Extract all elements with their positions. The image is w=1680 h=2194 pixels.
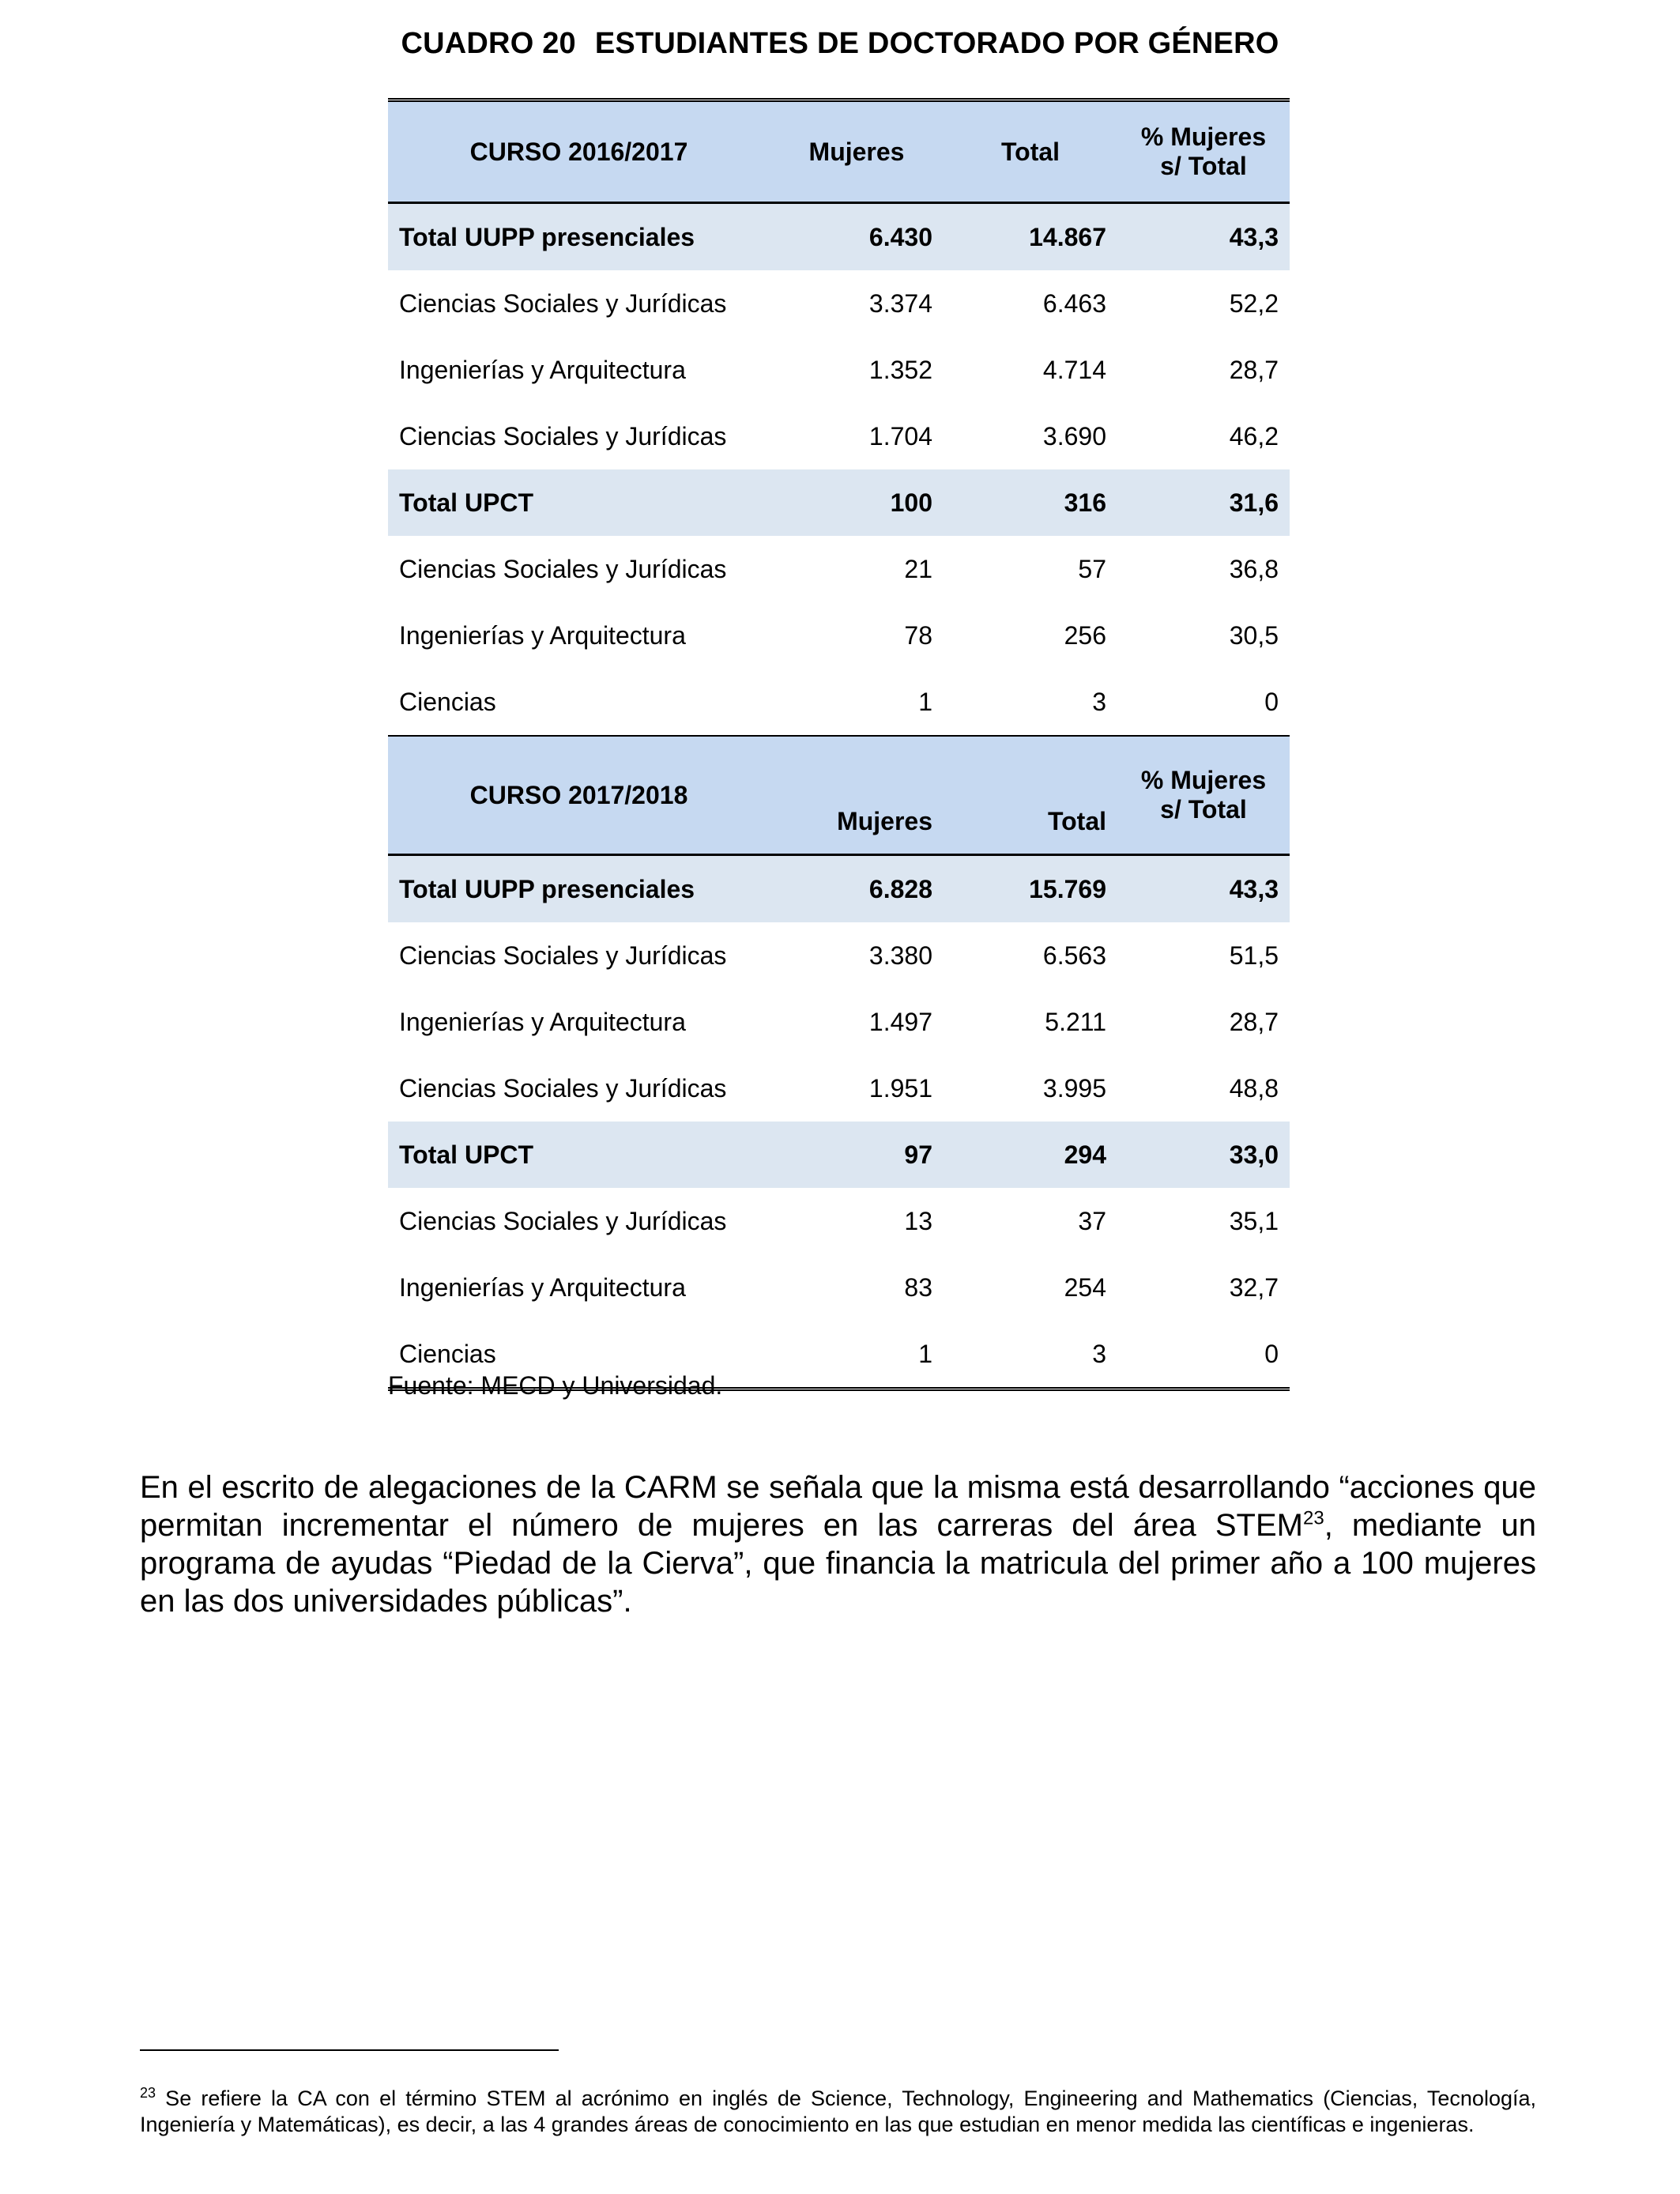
- cell-total: 4.714: [1042, 355, 1106, 384]
- cell-total: 316: [944, 469, 1117, 536]
- cell-total: 294: [944, 1122, 1117, 1188]
- paragraph-text-continued: , mediante un programa de ayudas “Piedad de la Cierva”, que financia la matricula del primer año a 100 mujeres en las dos universidades públicas”.: [140, 1508, 1537, 1619]
- table-source: Fuente: MECD y Universidad.: [388, 1371, 723, 1400]
- table-total-row: [388, 1122, 1290, 1188]
- table-row: [388, 1188, 1290, 1254]
- header-pct: % Mujeres s/ Total: [1117, 736, 1290, 855]
- row-label: Ciencias Sociales y Jurídicas: [399, 554, 727, 583]
- row-label: Ciencias Sociales y Jurídicas: [399, 1206, 727, 1235]
- cell-pct: 51,5: [1229, 941, 1279, 970]
- cell-pct: 36,8: [1229, 554, 1279, 583]
- table-row: [388, 922, 1290, 989]
- cell-total: 57: [1078, 554, 1106, 583]
- cell-total: 37: [1078, 1206, 1106, 1235]
- table-total-row: [388, 203, 1290, 271]
- table-header-2016: [388, 100, 1290, 203]
- cell-pct: 0: [1264, 687, 1279, 716]
- cell-pct: 33,0: [1117, 1122, 1290, 1188]
- cell-total: 6.463: [1042, 288, 1106, 318]
- cell-mujeres: 83: [904, 1272, 932, 1302]
- cell-total: 5.211: [1045, 1007, 1106, 1036]
- row-label: Ingenierías y Arquitectura: [399, 620, 686, 650]
- header-mujeres: Mujeres: [770, 736, 944, 855]
- table-row: [388, 989, 1290, 1055]
- cell-mujeres: 1.352: [868, 355, 932, 384]
- cell-pct: 31,6: [1117, 469, 1290, 536]
- cell-pct: 28,7: [1229, 355, 1279, 384]
- footnote-separator: [140, 2049, 559, 2051]
- cell-total: 3: [1092, 687, 1106, 716]
- cell-mujeres: 1: [918, 687, 932, 716]
- header-mujeres: Mujeres: [770, 100, 944, 203]
- row-label: Total UPCT: [388, 1122, 770, 1188]
- cell-pct: 46,2: [1229, 421, 1279, 450]
- row-label: Ciencias Sociales y Jurídicas: [399, 421, 727, 450]
- header-pct: % Mujeres s/ Total: [1117, 100, 1290, 203]
- cell-pct: 48,8: [1229, 1073, 1279, 1103]
- cell-mujeres: 3.380: [868, 941, 932, 970]
- row-label: Total UUPP presenciales: [388, 203, 770, 271]
- cell-pct: 43,3: [1117, 855, 1290, 923]
- cell-mujeres: 21: [904, 554, 932, 583]
- table-row: [388, 270, 1290, 337]
- footnote-reference[interactable]: 23: [1303, 1507, 1324, 1529]
- doctoral-students-table: [388, 98, 1290, 1391]
- cell-pct: 0: [1117, 1321, 1290, 1389]
- cell-pct: 28,7: [1229, 1007, 1279, 1036]
- table-title-text: ESTUDIANTES DE DOCTORADO POR GÉNERO: [594, 27, 1279, 60]
- row-label: Ciencias: [399, 687, 496, 716]
- cell-mujeres: 100: [770, 469, 944, 536]
- cell-mujeres: 1.951: [868, 1073, 932, 1103]
- cell-mujeres: 3.374: [868, 288, 932, 318]
- footnote: [140, 2086, 1536, 2138]
- cell-pct: 35,1: [1229, 1206, 1279, 1235]
- cell-total: 3.995: [1042, 1073, 1106, 1103]
- paragraph-text: En el escrito de alegaciones de la CARM se señala que la misma está desarrollando “acciones que permitan incrementar el número de mujeres en las carreras del área STEM: [140, 1470, 1536, 1543]
- row-label: Ciencias: [388, 1321, 770, 1389]
- table-number: CUADRO 20: [401, 27, 576, 60]
- header-course: CURSO 2017/2018: [388, 736, 770, 855]
- header-course: CURSO 2016/2017: [388, 100, 770, 203]
- cell-mujeres: 6.430: [770, 203, 944, 271]
- table-row: [388, 403, 1290, 469]
- row-label: Ingenierías y Arquitectura: [399, 1007, 686, 1036]
- row-label: Ciencias Sociales y Jurídicas: [399, 288, 727, 318]
- row-label: Ingenierías y Arquitectura: [399, 355, 686, 384]
- row-label: Ciencias Sociales y Jurídicas: [399, 1073, 727, 1103]
- table-total-row: [388, 469, 1290, 536]
- table-title: [0, 27, 1680, 61]
- cell-pct: 32,7: [1229, 1272, 1279, 1302]
- footnote-mark: 23: [140, 2085, 156, 2101]
- cell-pct: 30,5: [1229, 620, 1279, 650]
- table-row: [388, 1055, 1290, 1122]
- cell-pct: 52,2: [1229, 288, 1279, 318]
- cell-mujeres: 6.828: [770, 855, 944, 923]
- cell-mujeres: 78: [904, 620, 932, 650]
- cell-mujeres: 97: [770, 1122, 944, 1188]
- cell-total: 6.563: [1042, 941, 1106, 970]
- row-label: Total UUPP presenciales: [388, 855, 770, 923]
- row-label: Total UPCT: [388, 469, 770, 536]
- footnote-text: Se refiere la CA con el término STEM al acrónimo en inglés de Science, Technology, Engineering and Mathematics (Ciencias, Tecnología, Ingeniería y Matemáticas), es decir, a las 4 grandes áreas de conocimiento en las que estudian en menor medida las científicas e ingenieras.: [140, 2087, 1536, 2136]
- cell-mujeres: 1.704: [868, 421, 932, 450]
- table-row: [388, 536, 1290, 602]
- cell-mujeres: 1: [770, 1321, 944, 1389]
- cell-total: 256: [1064, 620, 1106, 650]
- cell-total: 14.867: [944, 203, 1117, 271]
- cell-total: 3.690: [1042, 421, 1106, 450]
- table-total-row: [388, 855, 1290, 923]
- cell-mujeres: 1.497: [868, 1007, 932, 1036]
- table-row: [388, 602, 1290, 669]
- table-row: [388, 669, 1290, 736]
- header-total: Total: [944, 736, 1117, 855]
- cell-total: 3: [944, 1321, 1117, 1389]
- cell-total: 254: [1064, 1272, 1106, 1302]
- row-label: Ciencias Sociales y Jurídicas: [399, 941, 727, 970]
- table-row: [388, 1254, 1290, 1321]
- cell-total: 15.769: [944, 855, 1117, 923]
- table-header-2017: [388, 736, 1290, 855]
- body-paragraph: [140, 1468, 1536, 1620]
- cell-mujeres: 13: [904, 1206, 932, 1235]
- cell-pct: 43,3: [1117, 203, 1290, 271]
- table-row: [388, 337, 1290, 403]
- header-total: Total: [944, 100, 1117, 203]
- row-label: Ingenierías y Arquitectura: [399, 1272, 686, 1302]
